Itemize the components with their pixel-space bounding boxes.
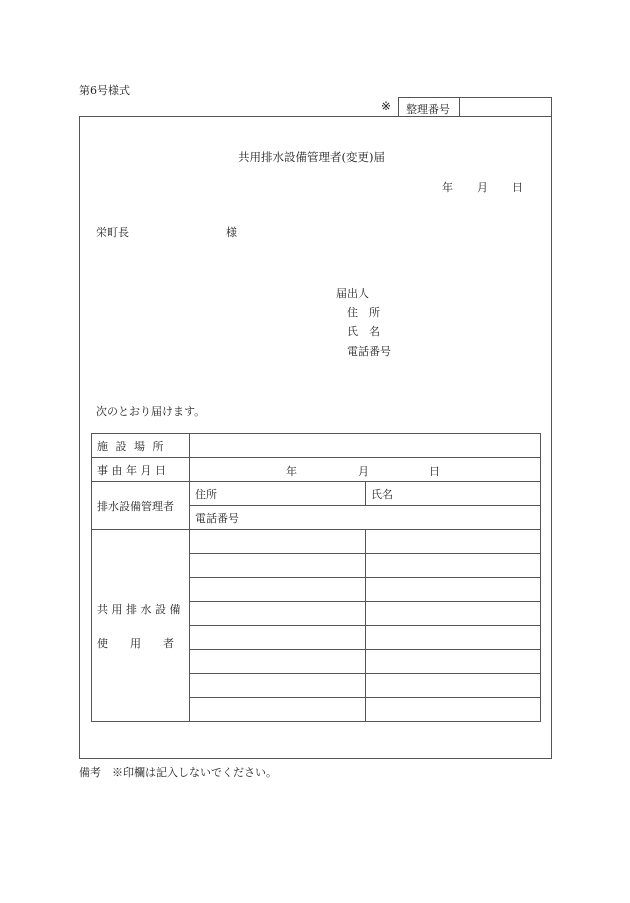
table-row [92, 530, 541, 554]
reference-number-field[interactable] [459, 97, 552, 117]
reference-label-cell [398, 97, 460, 117]
user-field-right[interactable] [366, 698, 541, 722]
table-row [92, 482, 541, 506]
manager-phone-field[interactable]: 電話番号 [190, 506, 541, 530]
applicant-phone-label: 電話番号 [347, 345, 391, 358]
applicant-name-label: 氏 名 [347, 325, 380, 338]
reference-mark: ※ [381, 99, 392, 113]
user-field-left[interactable] [190, 602, 366, 626]
manager-label: 排水設備管理者 [92, 482, 190, 530]
users-label [92, 530, 190, 722]
user-field-left[interactable] [190, 626, 366, 650]
manager-name-field[interactable]: 氏名 [366, 482, 541, 506]
manager-address-field[interactable]: 住所 [190, 482, 366, 506]
addressee-name: 栄町長 [96, 226, 129, 239]
users-label-line2: 使 用 者 [97, 636, 174, 650]
statement: 次のとおり届けます。 [96, 405, 206, 418]
table-row [92, 434, 541, 458]
event-month-label: 月 [358, 465, 369, 478]
reference-label: 整理番号 [406, 103, 450, 116]
date-year-label: 年 [442, 181, 453, 194]
user-field-right[interactable] [366, 674, 541, 698]
addressee-honorific: 様 [226, 226, 237, 239]
application-table [91, 433, 541, 722]
user-field-left[interactable] [190, 578, 366, 602]
table-row [92, 458, 541, 482]
user-field-left[interactable] [190, 554, 366, 578]
user-field-left[interactable] [190, 650, 366, 674]
user-field-left[interactable] [190, 698, 366, 722]
user-field-right[interactable] [366, 530, 541, 554]
user-field-right[interactable] [366, 626, 541, 650]
user-field-right[interactable] [366, 554, 541, 578]
event-date-field[interactable] [190, 458, 541, 482]
user-field-right[interactable] [366, 578, 541, 602]
event-date-label: 事 由 年 月 日 [92, 458, 190, 482]
user-field-left[interactable] [190, 530, 366, 554]
date-day-label: 日 [512, 181, 523, 194]
date-month-label: 月 [477, 181, 488, 194]
event-day-label: 日 [429, 465, 440, 478]
users-label-line1: 共 用 排 水 設 備 [97, 602, 181, 616]
form-number: 第6号様式 [79, 84, 130, 97]
facility-location-label: 施 設 場 所 [92, 434, 190, 458]
user-field-right[interactable] [366, 602, 541, 626]
footnote: 備考 ※印欄は記入しないでください。 [79, 766, 277, 779]
form-title: 共用排水設備管理者(変更)届 [238, 150, 385, 164]
user-field-left[interactable] [190, 674, 366, 698]
facility-location-field[interactable] [190, 434, 541, 458]
applicant-heading: 届出人 [336, 287, 369, 300]
applicant-address-label: 住 所 [347, 306, 380, 319]
event-year-label: 年 [286, 465, 297, 478]
user-field-right[interactable] [366, 650, 541, 674]
